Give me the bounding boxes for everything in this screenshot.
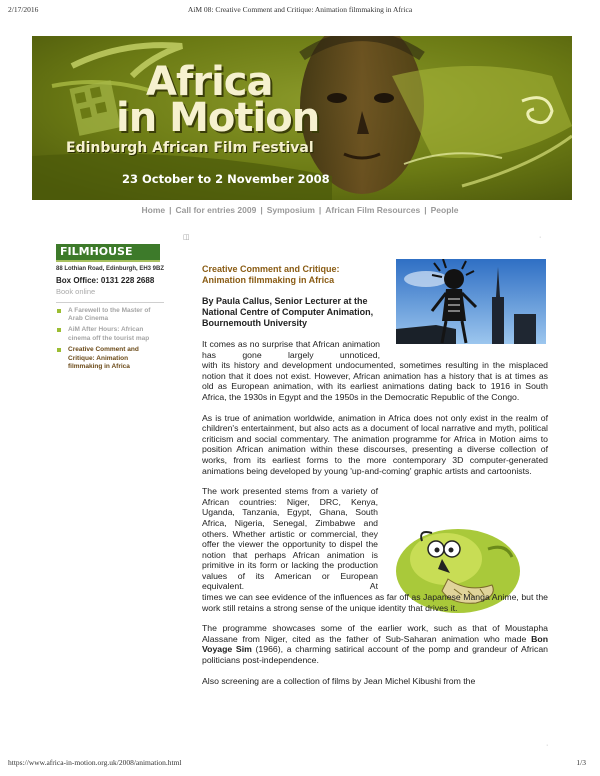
filmhouse-address: 88 Lothian Road, Edinburgh, EH3 9BZ — [56, 266, 165, 272]
sidebar-divider — [56, 302, 164, 303]
bullet-icon — [57, 348, 61, 352]
bullet-icon — [57, 328, 61, 332]
column-marker: · — [539, 234, 542, 241]
article-paragraph-2: As is true of animation worldwide, animation in Africa does not only exist in the realm of children's entertainment, but also acts as a document of local narrative and myth, political criticism and social commentary. The animation programme for Africa in Motion aims to position African animation within these discourses, presenting a diverse collection of works, from its earliest forms to the more contemporary 3D computer-generated animations being developed by young 'up-and-coming' graphic artists and cartoonists. — [202, 412, 548, 476]
article-title: Creative Comment and Critique: Animation filmmaking in Africa — [202, 264, 340, 285]
sidebar-article-list — [56, 307, 164, 372]
banner-subtitle: Edinburgh African Film Festival — [66, 140, 314, 156]
broken-image-icon: ◫ — [183, 234, 190, 241]
film-title-bon-voyage-sim: Bon Voyage Sim — [202, 633, 548, 655]
nav-people[interactable]: People — [430, 205, 459, 215]
box-office-number: Box Office: 0131 228 2688 — [56, 275, 155, 285]
nav-symposium[interactable]: Symposium — [266, 205, 315, 215]
column-marker-bottom: · — [546, 742, 549, 749]
book-online-link[interactable]: Book online — [56, 286, 96, 296]
article-paragraph-4: The programme showcases some of the earlier work, such as that of Moustapha Alassane from Niger, cited as the father of Sub-Saharan animation who made Bon Voyage Sim (1966), a charming satirical account of the pomp and grandeur of African politicians post-independence. — [202, 623, 548, 666]
print-page-number: 1/3 — [576, 758, 586, 767]
sidebar-link-after-hours[interactable]: AiM After Hours: African cinema off the tourist map — [56, 326, 164, 343]
banner-title-in-motion: in Motion — [116, 95, 320, 141]
article-byline: By Paula Callus, Senior Lecturer at the National Centre of Computer Animation, Bournemouth University — [202, 296, 374, 328]
article — [202, 264, 548, 686]
nav-african-film-resources[interactable]: African Film Resources — [325, 205, 421, 215]
print-url: https://www.africa-in-motion.org.uk/2008/animation.html — [8, 758, 182, 767]
article-paragraph-3: The work presented stems from a variety of African countries: Niger, DRC, Kenya, Uganda, Tanzania, Egypt, Ghana, South Africa, Nigeria, Senegal, Zimbabwe and others. Whether artistic or commercial, they offer the viewer the opportunity to dispel the notion that perhaps African animation is primitive in its form or lacking the production values of its American or European equivalent. At times we can see evidence of the influences as far off as Japanese Manga Anime, but the work still retains a strong sense of the unique identity that drives it. — [202, 486, 548, 613]
article-paragraph-5: Also screening are a collection of films by Jean Michel Kibushi from the — [202, 675, 476, 686]
nav-call-for-entries[interactable]: Call for entries 2009 — [175, 205, 257, 215]
filmhouse-logo[interactable]: FILMHOUSE — [56, 244, 160, 262]
main-nav: Home | Call for entries 2009 | Symposium | African Film Resources | People — [141, 205, 459, 215]
nav-home[interactable]: Home — [141, 205, 166, 215]
sidebar-link-farewell[interactable]: A Farewell to the Master of Arab Cinema — [56, 307, 164, 324]
bullet-icon — [57, 309, 61, 313]
banner-dates: 23 October to 2 November 2008 — [122, 172, 330, 186]
sidebar — [56, 244, 164, 374]
sidebar-link-creative-comment[interactable]: Creative Comment and Critique: Animation filmmaking in Africa — [56, 346, 164, 371]
banner-title-africa: Africa — [146, 59, 273, 105]
print-date: 2/17/2016 — [8, 5, 39, 14]
article-paragraph-1: It comes as no surprise that African animation has gone largely unnoticed, with its history and development undocumented, sometimes resulting in the misplaced notion that it does not exist. However, African animation has a history that is at times as old as European animation, with its earliest animations dating back to 1916 in South Africa, the 1930s in Egypt and the 1950s in the Democratic Republic of the Congo. — [202, 339, 548, 402]
print-page-title: AiM 08: Creative Comment and Critique: Animation filmmaking in Africa — [187, 5, 413, 14]
festival-banner[interactable] — [32, 36, 572, 200]
